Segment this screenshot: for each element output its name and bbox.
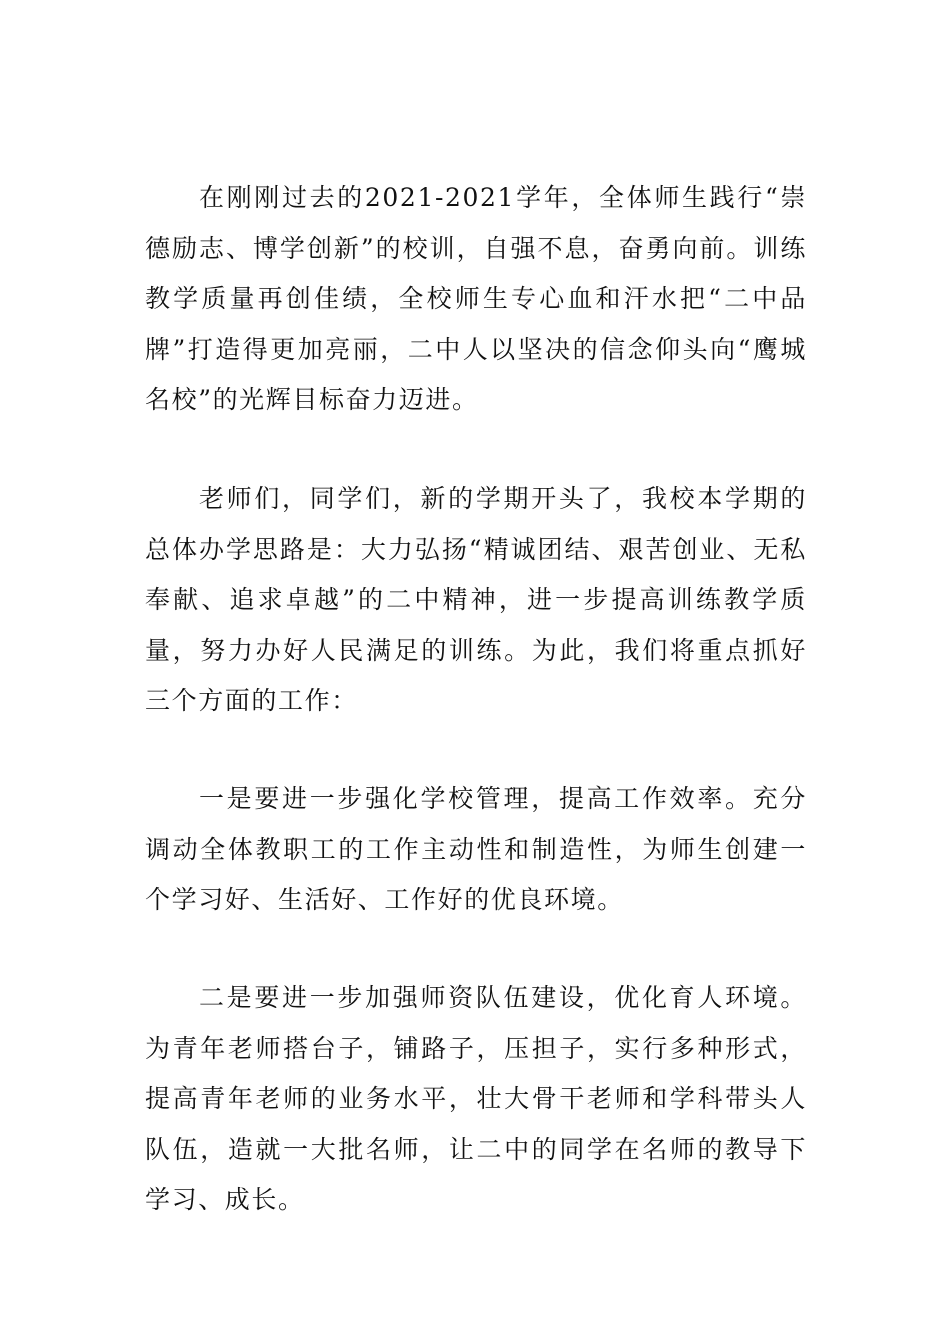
paragraph-3: 一是要进一步强化学校管理，提高工作效率。充分调动全体教职工的工作主动性和制造性，为师生创建一个学习好、生活好、工作好的优良环境。: [145, 784, 807, 914]
paragraph-4: 二是要进一步加强师资队伍建设，优化育人环境。为青年老师搭台子，铺路子，压担子，实行多种形式，提高青年老师的业务水平，壮大骨干老师和学科带头人队伍，造就一大批名师，让二中的同学在名师的教导下学习、成长。: [145, 983, 807, 1214]
paragraph-1: 在刚刚过去的2021-2021学年，全体师生践行“崇德励志、博学创新”的校训，自强不息，奋勇向前。训练教学质量再创佳绩，全校师生专心血和汗水把“二中品牌”打造得更加亮丽，二中人以坚决的信念仰头向“鹰城名校”的光辉目标奋力迈进。: [145, 183, 807, 414]
paragraph-2: 老师们，同学们，新的学期开头了，我校本学期的总体办学思路是：大力弘扬“精诚团结、艰苦创业、无私奉献、追求卓越”的二中精神，进一步提高训练教学质量，努力办好人民满足的训练。为此，我们将重点抓好三个方面的工作：: [145, 484, 807, 715]
